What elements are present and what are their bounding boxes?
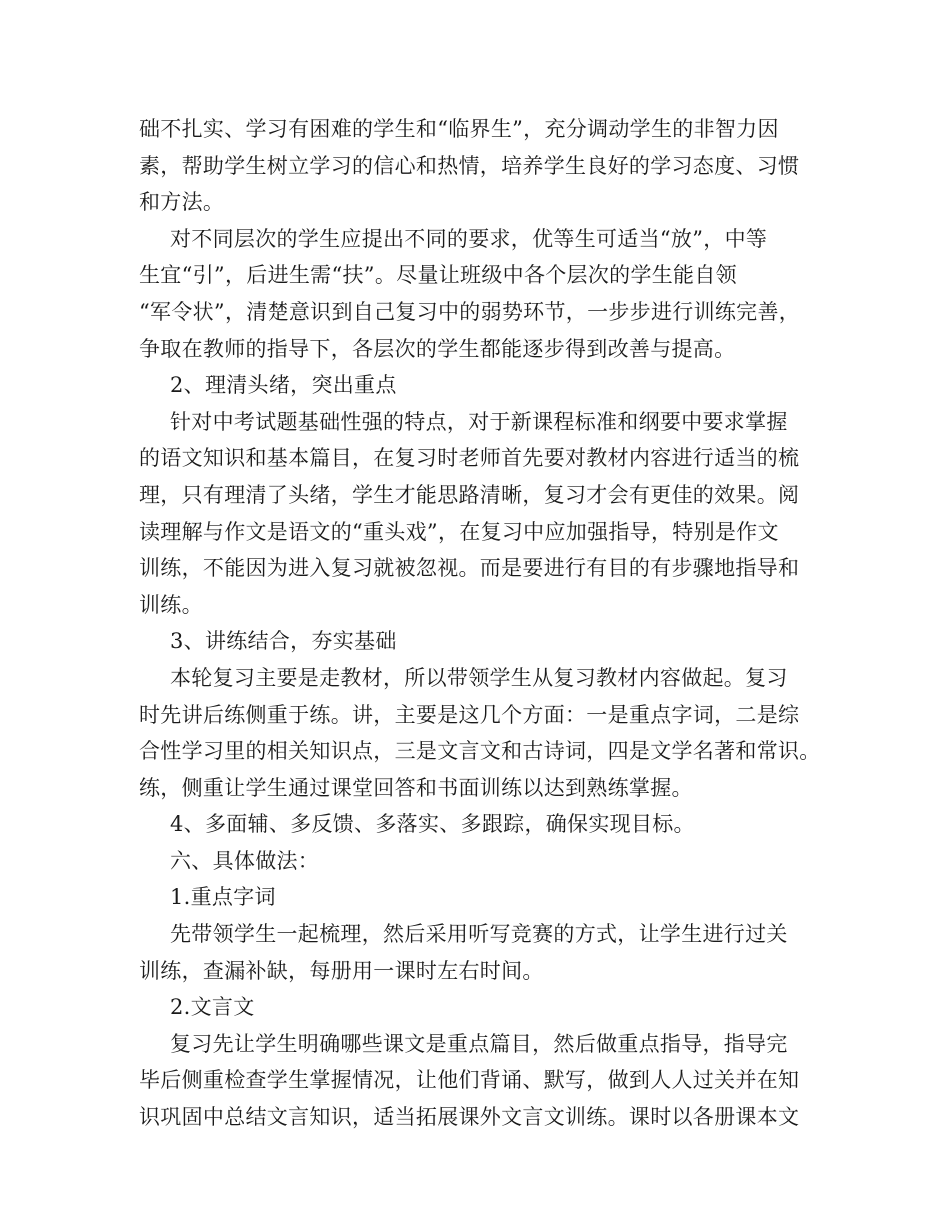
text-line: 对不同层次的学生应提出不同的要求，优等生可适当“放”，中等 bbox=[170, 226, 768, 251]
text-line: 练，侧重让学生通过课堂回答和书面训练以达到熟练掌握。 bbox=[139, 775, 693, 800]
paragraph bbox=[139, 660, 839, 806]
text-line: 六、具体做法： bbox=[170, 848, 320, 873]
text-line: 复习先让学生明确哪些课文是重点篇目，然后做重点指导，指导完 bbox=[170, 1031, 788, 1056]
paragraph bbox=[139, 367, 839, 404]
text-line: 2、理清头绪，突出重点 bbox=[170, 373, 397, 398]
text-line: 合性学习里的相关知识点，三是文言文和古诗词，四是文学名著和常识。 bbox=[139, 739, 821, 764]
text-line: 理，只有理清了头绪，学生才能思路清晰，复习才会有更佳的效果。阅 bbox=[139, 482, 800, 507]
paragraph bbox=[139, 404, 839, 624]
text-line: 时先讲后练侧重于练。讲，主要是这几个方面：一是重点字词，二是综 bbox=[139, 702, 800, 727]
text-line: 生宜“引”，后进生需“扶”。尽量让班级中各个层次的学生能自领 bbox=[139, 263, 737, 288]
text-line: 2.文言文 bbox=[170, 995, 255, 1020]
paragraph bbox=[139, 879, 839, 916]
text-line: 争取在教师的指导下，各层次的学生都能逐步得到改善与提高。 bbox=[139, 336, 736, 361]
text-line: 训练，不能因为进入复习就被忽视。而是要进行有目的有步骤地指导和 bbox=[139, 556, 800, 581]
text-line: 训练。 bbox=[139, 592, 203, 617]
text-line: 识巩固中总结文言知识，适当拓展课外文言文训练。课时以各册课本文 bbox=[139, 1105, 800, 1130]
text-line: 础不扎实、学习有困难的学生和“临界生”，充分调动学生的非智力因 bbox=[139, 117, 779, 141]
paragraph bbox=[139, 843, 839, 880]
paragraph bbox=[139, 989, 839, 1026]
text-line: 和方法。 bbox=[139, 190, 225, 215]
text-line: 1.重点字词 bbox=[170, 885, 276, 910]
text-line: 本轮复习主要是走教材，所以带领学生从复习教材内容做起。复习 bbox=[170, 665, 788, 690]
paragraph bbox=[139, 623, 839, 660]
text-line: 素，帮助学生树立学习的信心和热情，培养学生良好的学习态度、习惯 bbox=[139, 153, 800, 178]
text-line: 3、讲练结合，夯实基础 bbox=[170, 629, 397, 654]
paragraph bbox=[139, 1026, 839, 1136]
text-line: 先带领学生一起梳理，然后采用听写竞赛的方式，让学生进行过关 bbox=[170, 922, 788, 947]
text-line: 的语文知识和基本篇目，在复习时老师首先要对教材内容进行适当的梳 bbox=[139, 446, 800, 471]
text-line: 读理解与作文是语文的“重头戏”，在复习中应加强指导，特别是作文 bbox=[139, 519, 779, 544]
text-line: 4、多面辅、多反馈、多落实、多跟踪，确保实现目标。 bbox=[170, 812, 695, 837]
text-line: 毕后侧重检查学生掌握情况，让他们背诵、默写，做到人人过关并在知 bbox=[139, 1068, 800, 1093]
text-line: “军令状”，清楚意识到自己复习中的弱势环节，一步步进行训练完善， bbox=[139, 299, 801, 324]
paragraph bbox=[139, 916, 839, 989]
paragraph bbox=[139, 221, 839, 367]
text-line: 训练，查漏补缺，每册用一课时左右时间。 bbox=[139, 958, 544, 983]
text-line: 针对中考试题基础性强的特点，对于新课程标准和纲要中要求掌握 bbox=[170, 409, 788, 434]
paragraph bbox=[139, 111, 839, 221]
document-page bbox=[139, 111, 839, 1136]
paragraph bbox=[139, 806, 839, 843]
